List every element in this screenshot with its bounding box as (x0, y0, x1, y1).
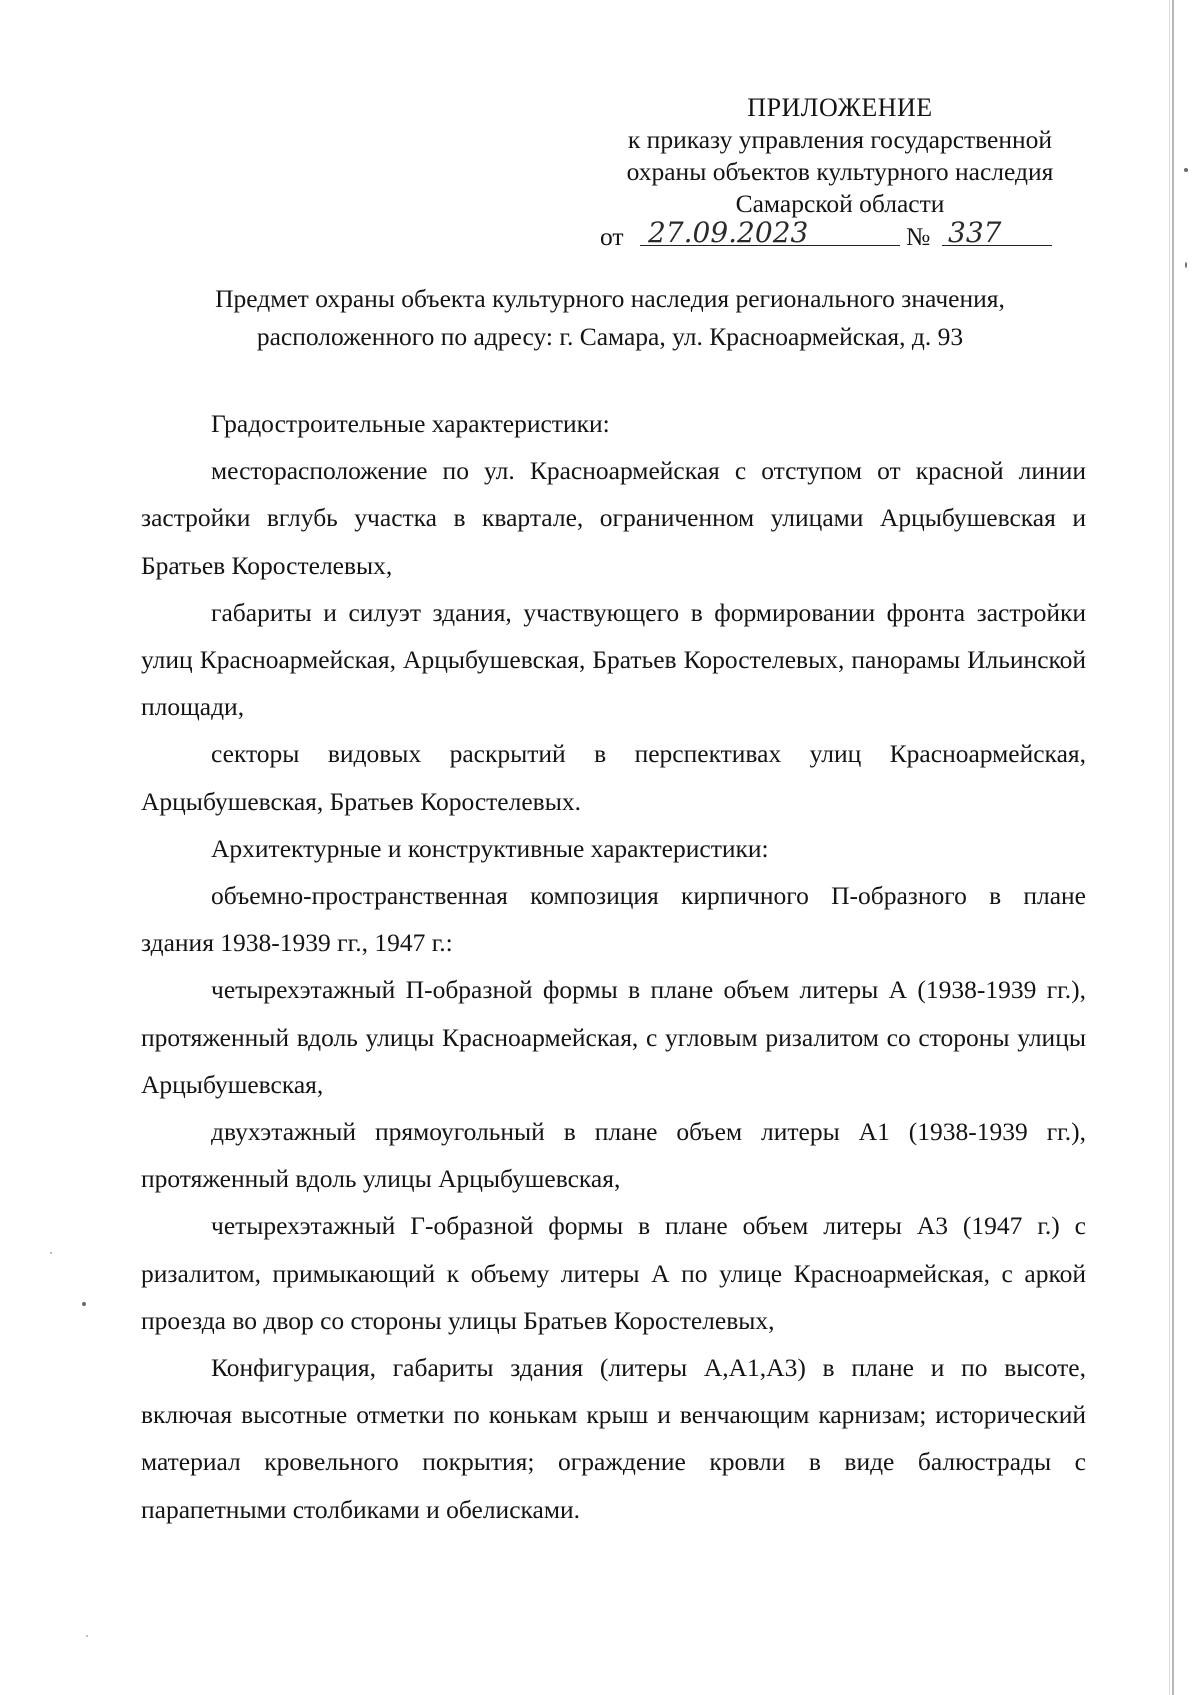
appendix-line-1: к приказу управления государственной (627, 125, 1053, 154)
scan-speck (1185, 262, 1187, 268)
document-title-line-1: Предмет охраны объекта культурного наследия регионального значения, (215, 284, 1005, 313)
document-body (141, 400, 1086, 1533)
order-number-handwritten: 337 (942, 216, 1052, 246)
scan-speck (82, 1302, 86, 1306)
scan-speck (86, 1635, 88, 1637)
paragraph: габариты и силуэт здания, участвующего в формировании фронта застройки улиц Красноармейская, Арцыбушевская, Братьев Коростелевых, панорамы Ильинской площади, (141, 597, 1086, 722)
appendix-title: ПРИЛОЖЕНИЕ (747, 93, 933, 122)
paragraph: секторы видовых раскрытий в перспективах улиц Красноармейская, Арцыбушевская, Братьев Коростелевых. (141, 739, 1086, 816)
paragraph: четырехэтажный П-образной формы в плане объем литеры А (1938-1939 гг.), протяженный вдоль улицы Красноармейская, с угловым ризалитом со стороны улицы Арцыбушевская, (141, 975, 1086, 1099)
scan-edge-line-inner (1169, 0, 1170, 1695)
document-title (140, 280, 1080, 356)
paragraph: объемно-пространственная композиция кирпичного П-образного в плане здания 1938-1939 гг., 1947 г.: (141, 881, 1086, 958)
order-date-number-line (600, 216, 1080, 254)
number-prefix: № (906, 222, 931, 251)
paragraph: четырехэтажный Г-образной формы в плане объем литеры А3 (1947 г.) с ризалитом, примыкающий к объему литеры А по улице Красноармейская, с аркой проезда во двор со стороны улицы Братьев Коростелевых, (141, 1211, 1086, 1335)
document-title-line-2: расположенного по адресу: г. Самара, ул. Красноармейская, д. 93 (256, 322, 964, 351)
appendix-header (580, 92, 1100, 220)
appendix-line-2: охраны объектов культурного наследия (626, 157, 1054, 186)
paragraph: Градостроительные характеристики: (211, 409, 610, 438)
paragraph: двухэтажный прямоугольный в плане объем литеры А1 (1938-1939 гг.), протяженный вдоль улицы Арцыбушевская, (141, 1117, 1086, 1194)
paragraph: Конфигурация, габариты здания (литеры А,А1,А3) в плане и по высоте, включая высотные отметки по конькам крыш и венчающим карнизам; исторический материал кровельного покрытия; ограждение кровли в виде балюстрады с парапетными столбиками и обелисками. (141, 1353, 1086, 1524)
order-date-handwritten: 27.09.2023 (640, 216, 900, 246)
paragraph: месторасположение по ул. Красноармейская с отступом от красной линии застройки вглубь участка в квартале, ограниченном улицами Арцыбушевская и Братьев Коростелевых, (141, 456, 1086, 580)
scan-speck (1184, 168, 1188, 172)
scan-edge-line (1172, 0, 1174, 1695)
scan-speck (50, 1252, 52, 1254)
paragraph: Архитектурные и конструктивные характеристики: (211, 833, 769, 863)
appendix-line-3: Самарской области (735, 189, 945, 218)
date-prefix: от (600, 222, 624, 251)
